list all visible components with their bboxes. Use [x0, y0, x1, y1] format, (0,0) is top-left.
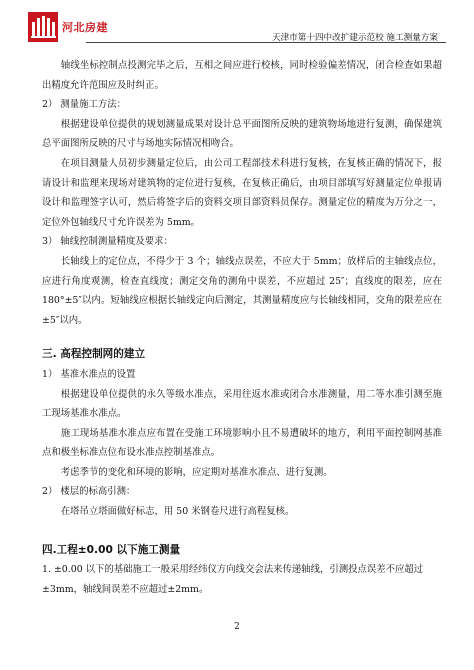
header-divider [86, 42, 446, 43]
paragraph-axis-check: 轴线坐标控制点投测完毕之后，互相之间应进行校核，同时检验偏差情况，闭合检查如果超出精度允许范围应及时纠正。 [42, 60, 442, 91]
section-heading-below-zero: 四.工程±0.00 以下施工测量 [42, 543, 181, 556]
section-heading-elevation-network: 三. 高程控制网的建立 [42, 348, 146, 361]
page-number: 2 [234, 622, 240, 632]
paragraph-periodic-resurvey: 考虑季节的变化和环境的影响，应定期对基准水准点、进行复测。 [60, 466, 333, 478]
document-body [42, 56, 442, 599]
paragraph-benchmark-placement: 施工现场基准水准点应布置在受施工环境影响小且不易遭破坏的地方，利用平面控制网基准点和极坐标准点位布设水准点控制基准点。 [42, 427, 442, 459]
paragraph-axis-requirements: 长轴线上的定位点，不得少于 3 个；轴线点误差，不应大于 5mm；放样后的主轴线点位，应进行角度观测，检查直线度；测定交角的测角中误差，不应超过 25″；直线度的限差，应在 180°±5″以内。短轴线应根据长轴线定向后测定，其测量精度应与长轴线相同，交角的限差应在 ±5″以内。 [42, 255, 442, 326]
subheading-survey-method: 2） 测量施工方法： [42, 99, 126, 111]
company-logo-icon [28, 12, 58, 42]
list-item-number: 1. [42, 564, 51, 576]
paragraph-positioning-review: 在项目测量人员初步测量定位后，由公司工程部技术科进行复核，在复核正确的情况下，报请设计和监理来现场对建筑物的定位进行复核，在复核正确后，由项目部填写好测量定位单报请设计和监理签字认可，然后将签字后的资料交项目部资料员保存。测量定位的精度为万分之一，定位外包轴线尺寸允许误差为 5mm。 [42, 157, 442, 228]
paragraph-site-recheck: 根据建设单位提供的规划测量成果对设计总平面图所反映的建筑物场地进行复测，确保建筑总平面图所反映的尺寸与场地实际情况相吻合。 [42, 118, 442, 150]
paragraph-benchmark-leveling: 根据建设单位提供的永久等级水准点，采用往返水准或闭合水准测量，用二等水准引测至施工现场基准水准点。 [42, 388, 442, 420]
list-item-foundation-survey [42, 560, 442, 599]
page-header [28, 12, 446, 44]
document-title: 天津市第十四中改扩建示范校 施工测量方案 [271, 33, 438, 43]
subheading-benchmark-setup: 1） 基准水准点的设置 [42, 368, 136, 380]
subheading-axis-accuracy: 3） 轴线控制测量精度及要求： [42, 236, 173, 248]
paragraph-tower-crane-mark: 在塔吊立塔面做好标志，用 50 米钢卷尺进行高程复核。 [60, 506, 295, 518]
list-item-text: ±0.00 以下的基础施工一般采用经纬仪方向线交会法来传递轴线，引测投点误差不应超过±3mm，轴线间误差不应超过±2mm。 [42, 564, 424, 595]
company-name: 河北房建 [62, 21, 108, 34]
subheading-floor-elevation: 2） 楼层的标高引测： [42, 486, 136, 498]
